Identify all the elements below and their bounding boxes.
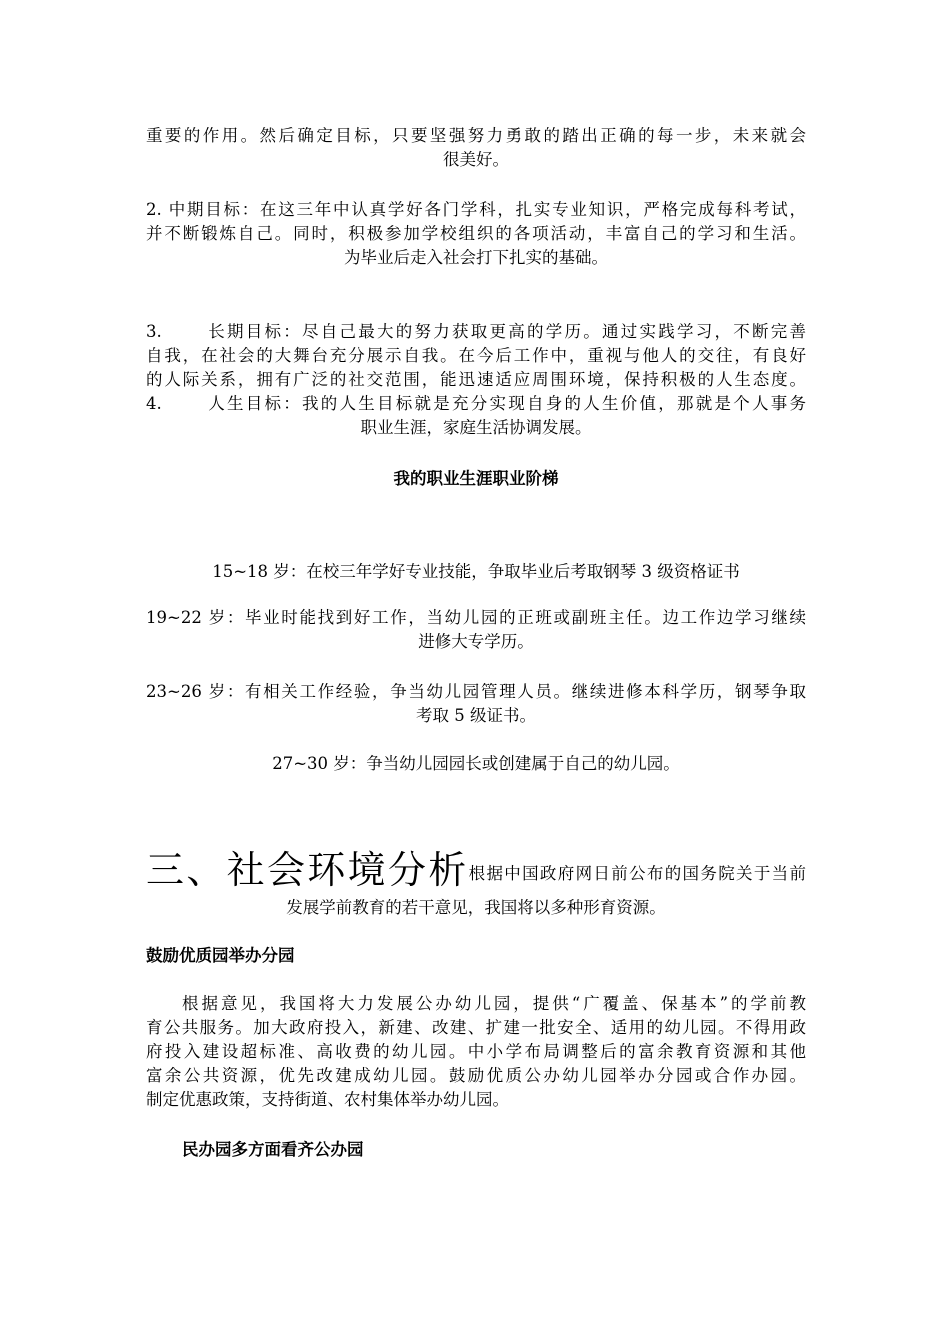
goal4-number: 4. (146, 394, 162, 413)
goal4-line-2: 职业生涯，家庭生活协调发展。 (360, 418, 592, 437)
intro-paragraph (146, 124, 806, 172)
subsection-2-title: 民办园多方面看齐公办园 (182, 1140, 364, 1159)
goal2-line-1: 2. 中期目标：在这三年中认真学好各门学科，扎实专业知识，严格完成每科考试， (146, 200, 806, 219)
stage2-line-1: 19~22 岁：毕业时能找到好工作，当幼儿园的正班或副班主任。边工作边学习继续 (146, 608, 806, 627)
sub1-line-5: 制定优惠政策，支持街道、农村集体举办幼儿园。 (146, 1090, 509, 1109)
ladder-stage-2 (146, 606, 806, 654)
section3-paragraph (146, 848, 806, 920)
goal4-text-1: 人生目标：我的人生目标就是充分实现自身的人生价值，那就是个人事务 (206, 394, 806, 413)
section3-heading: 三、社会环境分析 (146, 848, 469, 892)
career-ladder-title: 我的职业生涯职业阶梯 (393, 469, 559, 488)
medium-term-goal-paragraph (146, 198, 806, 270)
subsection-1-title: 鼓励优质园举办分园 (146, 946, 295, 965)
intro-line-1: 重要的作用。然后确定目标，只要坚强努力勇敢的踏出正确的每一步，未来就会 (146, 126, 806, 145)
section3-line-1 (146, 848, 806, 896)
sub1-line-1: 根据意见，我国将大力发展公办幼儿园，提供“广覆盖、保基本”的学前教 (182, 994, 806, 1013)
intro-line-2: 很美好。 (443, 150, 509, 169)
ladder-stage-1: 15~18 岁：在校三年学好专业技能，争取毕业后考取钢琴 3 级资格证书 (212, 562, 740, 581)
stage3-line-1: 23~26 岁：有相关工作经验，争当幼儿园管理人员。继续进修本科学历，钢琴争取 (146, 682, 806, 701)
goal3-text-1: 长期目标：尽自己最大的努力获取更高的学历。通过实践学习，不断完善 (206, 322, 806, 341)
section3-text-1: 根据中国政府网日前公布的国务院关于当前 (468, 864, 806, 883)
goal4-line-1 (146, 392, 806, 416)
goal2-line-3: 为毕业后走入社会打下扎实的基础。 (344, 248, 608, 267)
stage2-line-2: 进修大专学历。 (418, 632, 534, 651)
ladder-stage-4: 27~30 岁：争当幼儿园园长或创建属于自己的幼儿园。 (272, 754, 680, 773)
goal3-line-2: 自我，在社会的大舞台充分展示自我。在今后工作中，重视与他人的交往，有良好 (146, 346, 806, 365)
goal3-line-3: 的人际关系，拥有广泛的社交范围，能迅速适应周围环境，保持积极的人生态度。 (146, 370, 806, 389)
life-goal-paragraph (146, 392, 806, 440)
section3-line-2: 发展学前教育的若干意见，我国将以多种形育资源。 (286, 898, 666, 917)
ladder-stage-3 (146, 680, 806, 728)
goal2-line-2: 并不断锻炼自己。同时，积极参加学校组织的各项活动，丰富自己的学习和生活。 (146, 224, 806, 243)
goal3-number: 3. (146, 322, 162, 341)
goal3-line-1 (146, 320, 806, 344)
long-term-goal-paragraph (146, 320, 806, 392)
sub1-line-2: 育公共服务。加大政府投入，新建、改建、扩建一批安全、适用的幼儿园。不得用政 (146, 1018, 806, 1037)
sub1-line-4: 富余公共资源，优先改建成幼儿园。鼓励优质公办幼儿园举办分园或合作办园。 (146, 1066, 806, 1085)
stage3-line-2: 考取 5 级证书。 (416, 706, 536, 725)
subsection-1-body (146, 992, 806, 1112)
sub1-line-3: 府投入建设超标准、高收费的幼儿园。中小学布局调整后的富余教育资源和其他 (146, 1042, 806, 1061)
